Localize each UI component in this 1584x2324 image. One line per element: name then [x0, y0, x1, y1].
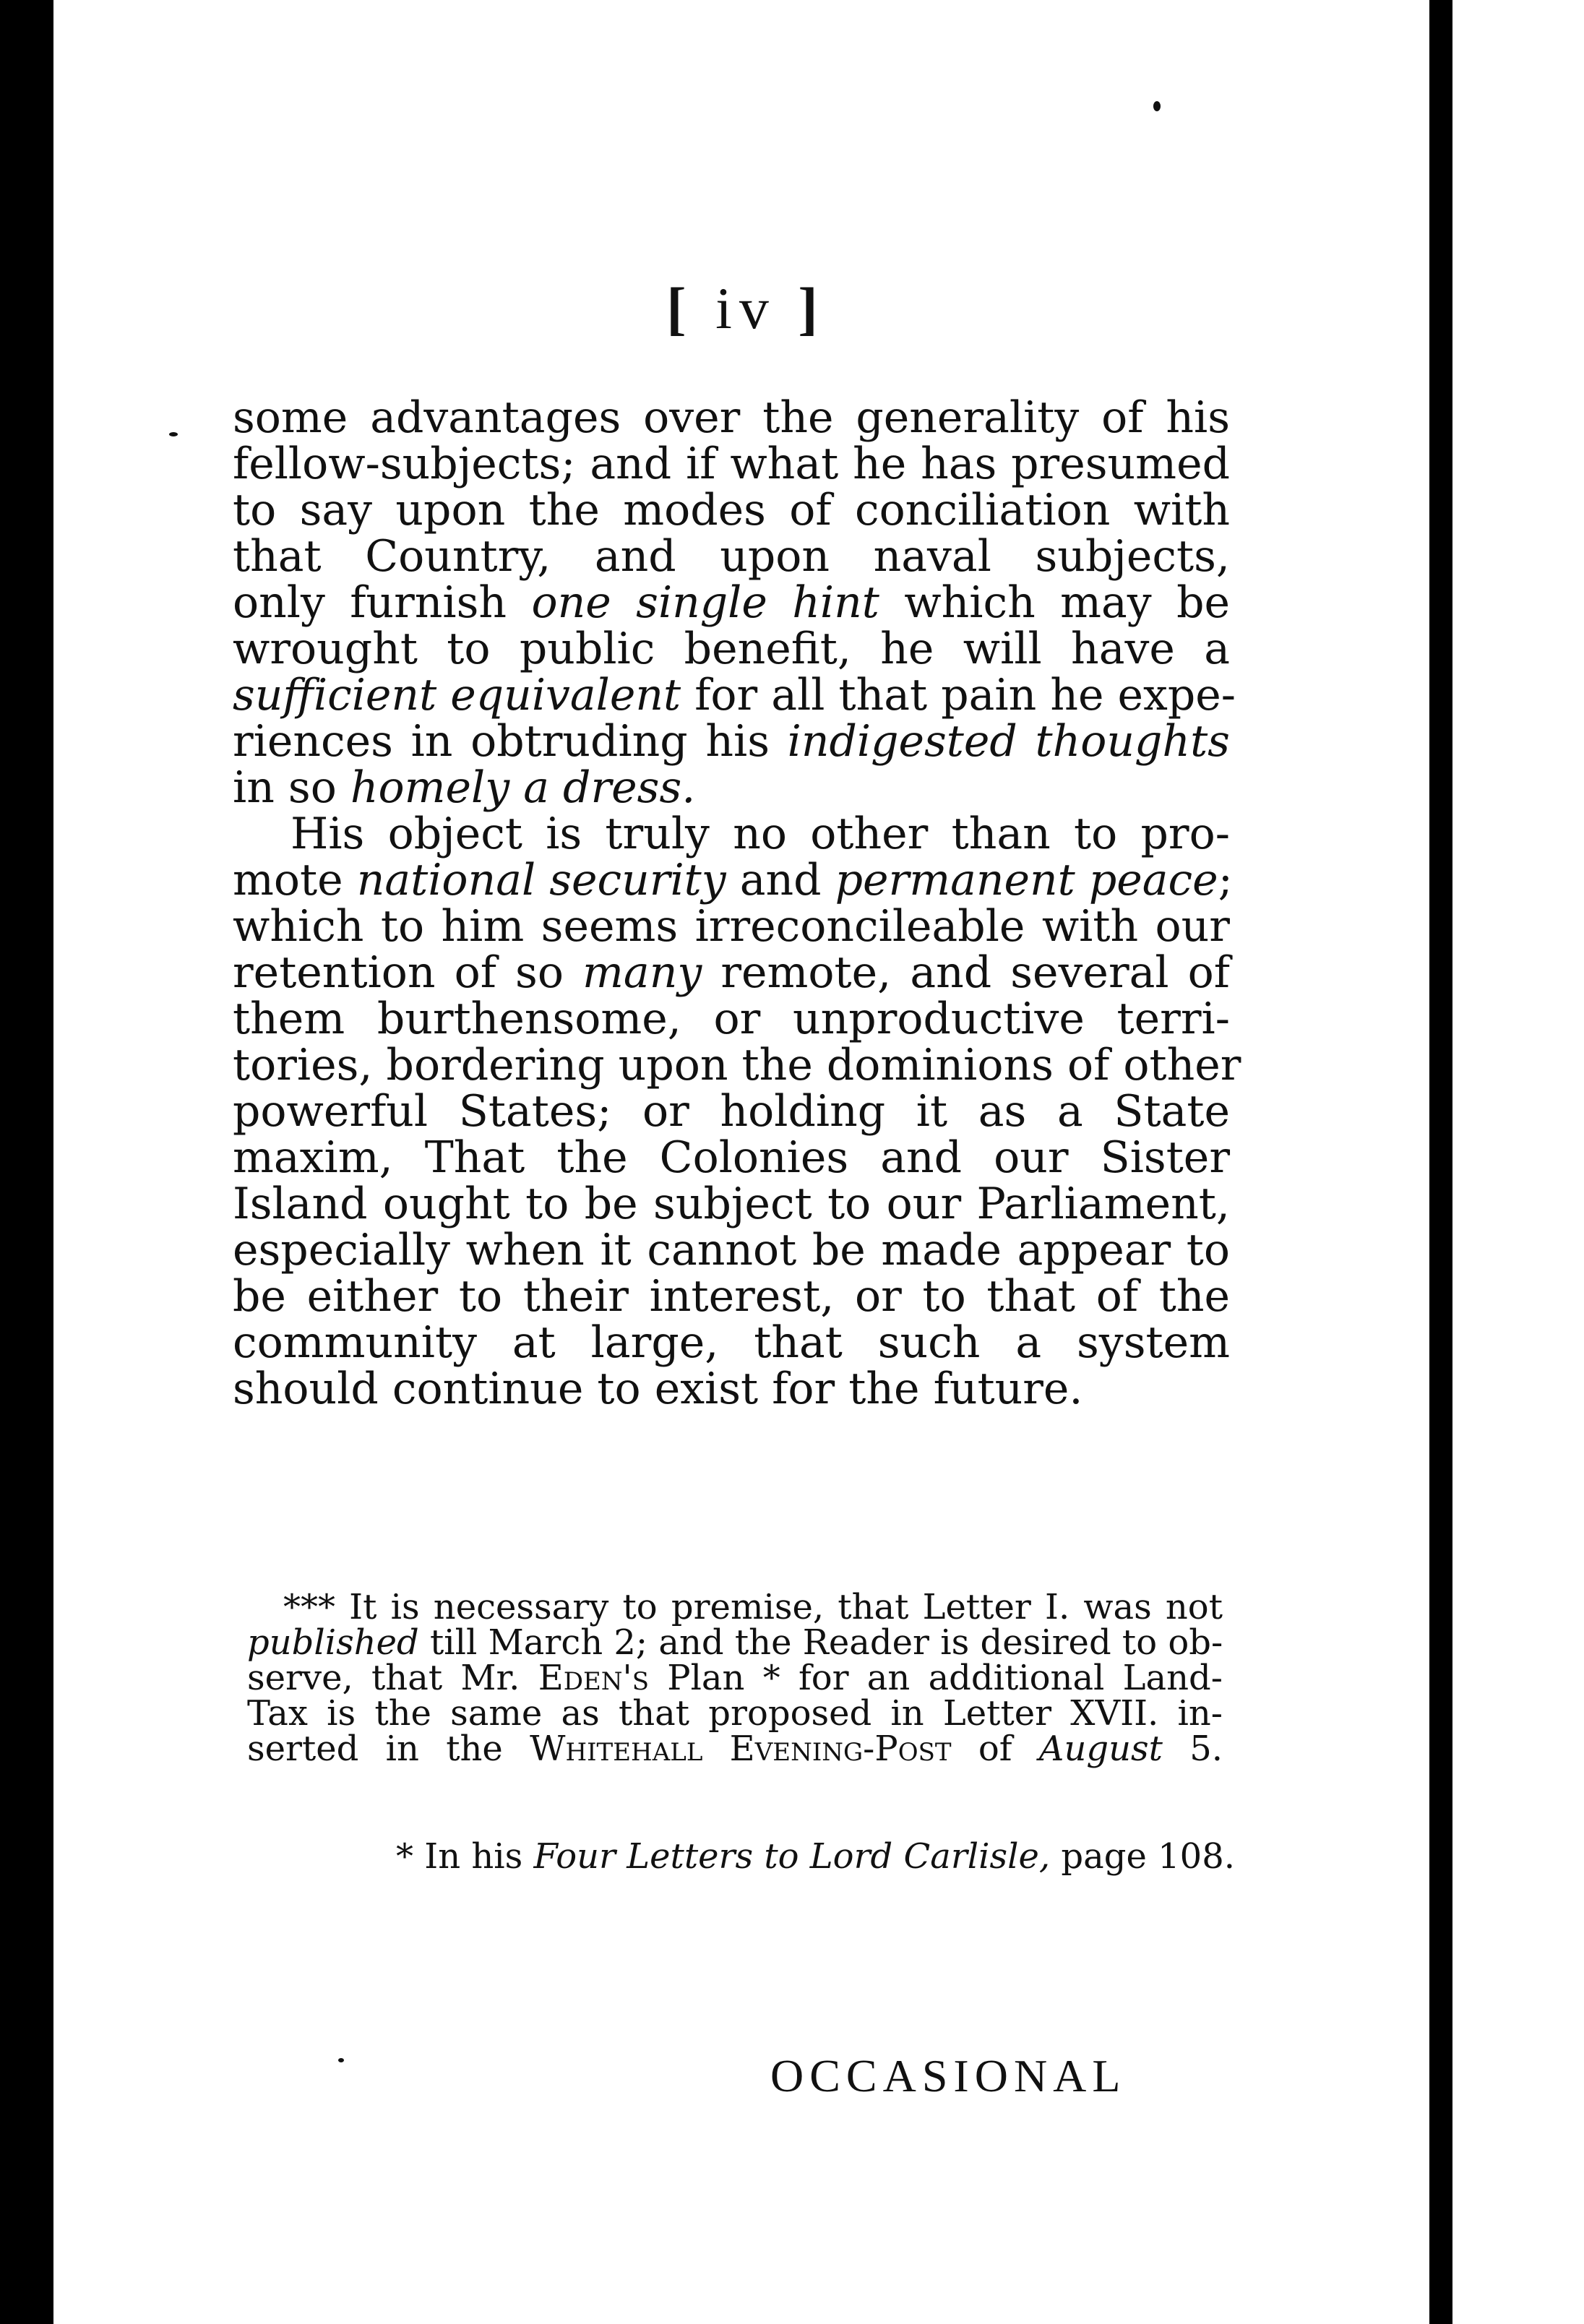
body-text-run: only furnish — [233, 577, 532, 628]
footnote-text-run: Eden's — [538, 1658, 650, 1698]
body-line — [233, 1088, 1230, 1135]
footnote-text-run: August — [1038, 1729, 1163, 1769]
body-text-run: maxim, That the Colonies and our Sister — [233, 1132, 1230, 1183]
eden-footnote — [396, 1836, 1236, 1877]
footnote-line — [247, 1658, 1223, 1698]
eden-footnote-prefix: * In his — [396, 1836, 534, 1877]
body-line — [233, 487, 1230, 533]
body-text-run: and — [726, 855, 835, 905]
bracket-close: ] — [798, 275, 825, 341]
footnote-text-run: published — [247, 1622, 419, 1663]
body-text-run: should continue to exist for the future. — [233, 1364, 1083, 1414]
body-line — [233, 1317, 1230, 1368]
scan-speck — [338, 2058, 344, 2062]
body-text — [233, 392, 1241, 1414]
scan-speck — [169, 432, 178, 436]
eden-footnote-suffix: page 108. — [1050, 1836, 1236, 1877]
body-line — [233, 903, 1230, 950]
body-text-run: especially when it cannot be made appear to — [233, 1225, 1230, 1275]
body-line — [233, 670, 1236, 720]
scan-speck — [1153, 101, 1161, 111]
body-line — [233, 855, 1233, 905]
body-text-run: in so — [233, 762, 350, 813]
footnote-text-run: of — [951, 1729, 1039, 1769]
bracket-open: [ — [666, 275, 694, 341]
body-text-run: remote, and several of — [702, 947, 1230, 998]
body-line — [233, 1040, 1241, 1090]
footnote-line — [247, 1622, 1223, 1663]
body-text-run: Island ought to be subject to our Parliament, — [233, 1179, 1230, 1229]
body-line — [233, 762, 1230, 813]
body-line — [233, 947, 1230, 998]
body-line — [233, 1132, 1230, 1183]
page-gutter — [1429, 0, 1452, 2324]
body-line — [233, 1366, 1230, 1412]
footnote-line — [247, 1693, 1223, 1734]
footnote-text-run: *** It is necessary to premise, that Letter I. was not — [283, 1587, 1223, 1627]
running-head — [601, 275, 890, 343]
body-text-run: that Country, and upon naval subjects, — [233, 531, 1230, 582]
body-text-run: to say upon the modes of conciliation with — [233, 485, 1230, 535]
facing-page-edge — [1452, 0, 1584, 2324]
body-line — [233, 626, 1230, 672]
catchword: OCCASIONAL — [770, 2050, 1127, 2101]
body-text-run: be either to their interest, or to that of the — [233, 1271, 1230, 1322]
body-line — [233, 718, 1230, 765]
body-text-run: fellow-subjects; and if what he has presumed — [233, 439, 1230, 489]
body-text-run: tories, bordering upon the dominions of other — [233, 1040, 1241, 1090]
body-text-run: riences in obtruding his — [233, 716, 788, 767]
body-text-run: powerful States; or holding it as a State — [233, 1086, 1230, 1137]
eden-footnote-title: Four Letters to Lord Carlisle, — [533, 1836, 1051, 1877]
body-line — [233, 577, 1231, 628]
footnote-text-run: serve, that Mr. — [247, 1658, 538, 1698]
publisher-note — [247, 1587, 1223, 1769]
body-text-run: sufficient equivalent — [233, 670, 681, 720]
footnote-text-run: serted in the — [247, 1729, 530, 1769]
footnote-text-run: till March 2; and the Reader is desired to ob- — [418, 1622, 1223, 1663]
body-text-run: retention of so — [233, 947, 583, 998]
body-text-run: wrought to public benefit, he will have a — [233, 624, 1230, 674]
body-line — [233, 392, 1230, 443]
page-folio: iv — [715, 275, 776, 341]
body-text-run: them burthensome, or unproductive terri- — [233, 994, 1230, 1044]
body-text-run: for all that pain he expe- — [681, 670, 1236, 720]
body-text-run: permanent peace — [835, 855, 1218, 905]
body-text-run: one single hint — [531, 577, 879, 628]
body-line — [233, 533, 1230, 580]
body-line — [233, 441, 1230, 487]
footnote-text-run: 5. — [1162, 1729, 1223, 1769]
body-line — [233, 1273, 1230, 1320]
body-line — [233, 1181, 1230, 1227]
body-text-run: His object is truly no other than to pro- — [290, 809, 1230, 859]
body-text-run: national security — [356, 855, 726, 905]
body-line — [233, 811, 1230, 857]
body-line — [233, 1227, 1230, 1273]
body-text-run: mote — [233, 855, 357, 905]
body-text-run: many — [582, 947, 702, 998]
body-text-run: which to him seems irreconcileable with our — [233, 901, 1230, 952]
footnote-line — [247, 1731, 1223, 1767]
body-text-run: community at large, that such a system — [233, 1317, 1230, 1368]
body-text-run: homely a dress. — [350, 762, 696, 813]
footnote-text-run: Whitehall Evening-Post — [530, 1729, 952, 1769]
footnote-text-run: Tax is the same as that proposed in Letter XVII. in- — [247, 1693, 1223, 1734]
footnote-text-run: Plan * for an additional Land- — [649, 1658, 1223, 1698]
body-text-run: some advantages over the generality of his — [233, 392, 1230, 443]
body-text-run: which may be — [879, 577, 1231, 628]
body-text-run: indigested thoughts — [787, 716, 1230, 767]
body-text-run: ; — [1218, 855, 1233, 905]
footnote-line — [247, 1587, 1223, 1627]
body-line — [233, 996, 1230, 1042]
